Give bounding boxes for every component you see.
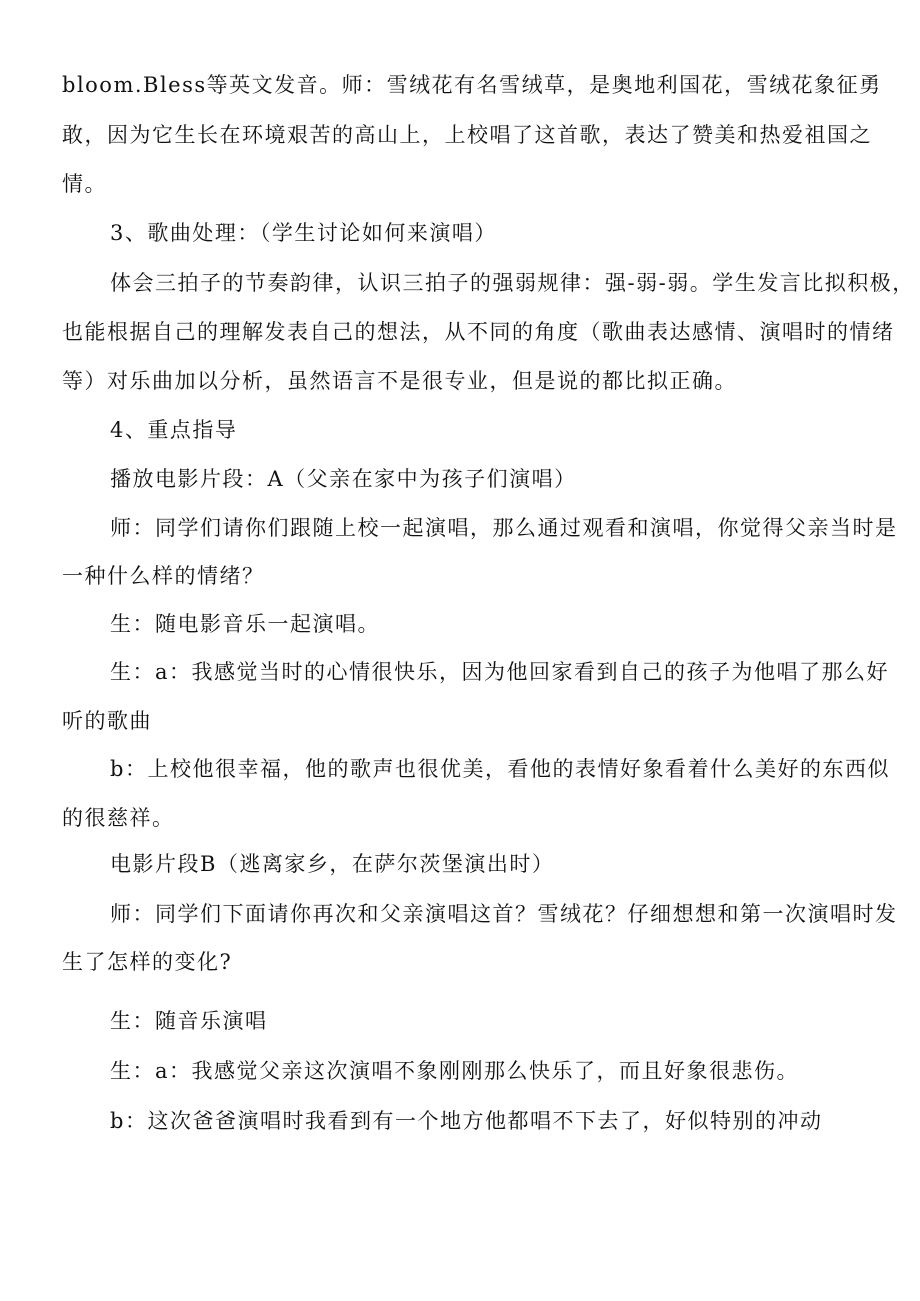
paragraph-line-13: 生：a：我感觉当时的心情很快乐，因为他回家看到自己的孩子为他唱了那么好 [110, 660, 890, 684]
paragraph-line-9: 播放电影片段：A（父亲在家中为孩子们演唱） [110, 467, 577, 491]
paragraph-line-17: 电影片段B（逃离家乡，在萨尔茨堡演出时） [110, 852, 555, 876]
paragraph-line-18: 师：同学们下面请你再次和父亲演唱这首？雪绒花？仔细想想和第一次演唱时发 [110, 902, 898, 926]
paragraph-line-15: b：上校他很幸福，他的歌声也很优美，看他的表情好象看着什么美好的东西似 [110, 757, 890, 781]
paragraph-line-16: 的很慈祥。 [62, 806, 175, 830]
paragraph-line-7: 等）对乐曲加以分析，虽然语言不是很专业，但是说的都比拟正确。 [62, 369, 737, 393]
section-heading-4: 4、重点指导 [110, 418, 238, 442]
paragraph-line-2: 敢，因为它生长在环境艰苦的高山上，上校唱了这首歌，表达了赞美和热爱祖国之 [62, 123, 872, 147]
paragraph-line-12: 生：随电影音乐一起演唱。 [110, 612, 380, 636]
paragraph-line-19: 生了怎样的变化? [62, 950, 233, 974]
paragraph-line-20: 生：随音乐演唱 [110, 1009, 268, 1033]
paragraph-line-1: bloom.Bless等英文发音。师：雪绒花有名雪绒草，是奥地利国花，雪绒花象征勇 [62, 73, 882, 97]
paragraph-line-11: 一种什么样的情绪？ [62, 564, 265, 588]
paragraph-line-3: 情。 [62, 172, 107, 196]
paragraph-line-21: 生：a：我感觉父亲这次演唱不象刚刚那么快乐了，而且好象很悲伤。 [110, 1059, 800, 1083]
paragraph-line-10: 师：同学们请你们跟随上校一起演唱，那么通过观看和演唱，你觉得父亲当时是 [110, 516, 898, 540]
paragraph-line-5: 体会三拍子的节奏韵律，认识三拍子的强弱规律：强-弱-弱。学生发言比拟积极， [110, 271, 915, 295]
paragraph-line-6: 也能根据自己的理解发表自己的想法，从不同的角度（歌曲表达感情、演唱时的情绪 [62, 320, 895, 344]
section-heading-3: 3、歌曲处理：（学生讨论如何来演唱） [110, 221, 497, 245]
paragraph-line-22: b：这次爸爸演唱时我看到有一个地方他都唱不下去了，好似特别的冲动 [110, 1109, 823, 1133]
paragraph-line-14: 听的歌曲 [62, 709, 152, 733]
